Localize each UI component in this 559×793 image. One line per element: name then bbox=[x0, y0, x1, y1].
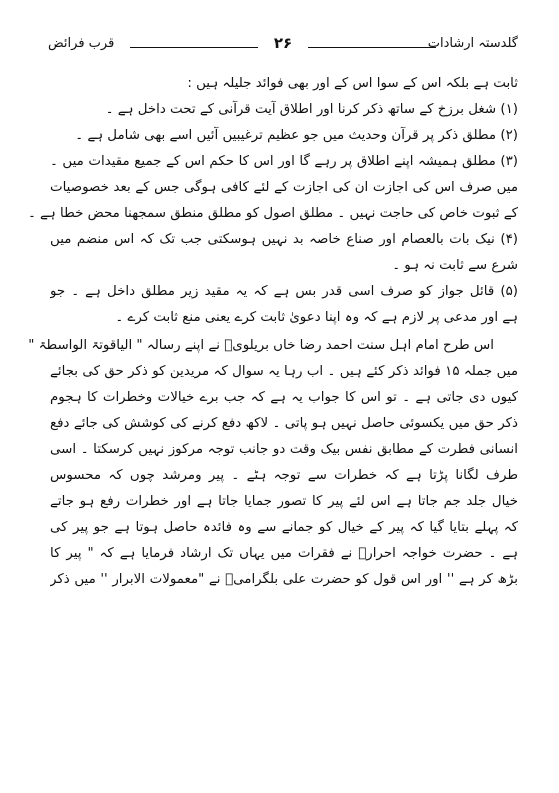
text-line: طرف لگانا پڑتا ہے کہ خطرات سے توجہ ہٹے ۔ پیر ومرشد چوں کہ محسوس bbox=[50, 468, 518, 483]
text-line: میں جملہ ۱۵ فوائد ذکر کئے ہیں ۔ اب رہا یہ سوال کہ مریدین کو ذکر حق کی بجائے bbox=[50, 364, 518, 379]
list-item-4: (۴) نیک بات بالعصام اور صناع خاصہ بد نہیں ہوسکتی جب تک کہ اس منضم میں bbox=[50, 232, 518, 247]
text-line: شرع سے ثابت نہ ہو ۔ bbox=[392, 258, 518, 273]
list-item-1: (۱) شغل برزخ کے ساتھ ذکر کرنا اور اطلاق آیت قرآنی کے تحت داخل ہے ۔ bbox=[105, 102, 518, 117]
header-rule-left bbox=[130, 47, 258, 48]
text-line: ثابت ہے بلکہ اس کے سوا اس کے اور بھی فوائد جلیلہ ہیں : bbox=[187, 76, 518, 91]
text-line: ہے اور مدعی پر لازم ہے کہ وہ اپنا دعویٰ ثابت کرے یعنی منع ثابت کرے ۔ bbox=[115, 310, 518, 325]
list-item-5: (۵) قائل جواز کو صرف اسی قدر بس ہے کہ یہ مقید زیر مطلق داخل ہے ۔ جو bbox=[50, 284, 518, 299]
text-line: میں صرف اس کی اجازت ان کی اجازت کے لئے کافی ہوگی جس کے بعد خصوصیات bbox=[50, 180, 518, 195]
text-line: انسانی فطرت کے مطابق نفس بیک وقت دو جانب توجہ مرکوز نہیں کرسکتا ۔ اسی bbox=[50, 442, 518, 457]
list-item-2: (۲) مطلق ذکر پر قرآن وحدیث میں جو عظیم ترغیبیں آئیں اسے بھی شامل ہے ۔ bbox=[75, 128, 518, 143]
list-item-3: (۳) مطلق ہمیشہ اپنے اطلاق پر رہے گا اور اس کا حکم اس کے جمیع مقیدات میں ۔ bbox=[50, 154, 518, 169]
book-title: گلدستہ ارشادات bbox=[427, 36, 518, 51]
running-header bbox=[48, 36, 518, 58]
text-line: کیوں دی جاتی ہے ۔ تو اس کا جواب یہ ہے کہ جب برے خیالات وخطرات کا ہجوم bbox=[50, 390, 518, 405]
text-line: کے ثبوت خاص کی حاجت نہیں ۔ مطلق اصول کو مطلق منطق سمجھنا محض خطا ہے ۔ bbox=[27, 206, 518, 221]
text-line: بڑھ کر ہے '' اور اس قول کو حضرت علی بلگرامیؒ نے "معمولات الابرار '' میں ذکر bbox=[50, 572, 518, 587]
header-rule-right bbox=[308, 47, 436, 48]
text-line: خیال جلد جم جاتا ہے اس لئے پیر کا تصور جمایا جاتا ہے اور خطرات رفع ہو جاتے bbox=[50, 494, 518, 509]
page-number: ۲۶ bbox=[273, 34, 293, 52]
chapter-title: قرب فرائض bbox=[48, 36, 115, 51]
text-line: ہے ۔ حضرت خواجہ احرارؒ نے فقرات میں یہاں تک ارشاد فرمایا ہے کہ " پیر کا bbox=[50, 546, 518, 561]
text-line: کہ پہلے بتایا گیا کہ پیر کے خیال کو جمانے سے وہ فائدہ حاصل ہوتا ہے جو پیر کی bbox=[50, 520, 518, 535]
text-line: ذکر حق میں یکسوئی حاصل نہیں ہو پاتی ۔ لاکھ دفع کرنے کی کوشش کی جائے دفع bbox=[50, 416, 518, 431]
paragraph-start: اس طرح امام اہل سنت احمد رضا خاں بریلویؒ نے اپنے رسالہ " الیاقوتۃ الواسطۃ " bbox=[28, 338, 494, 353]
